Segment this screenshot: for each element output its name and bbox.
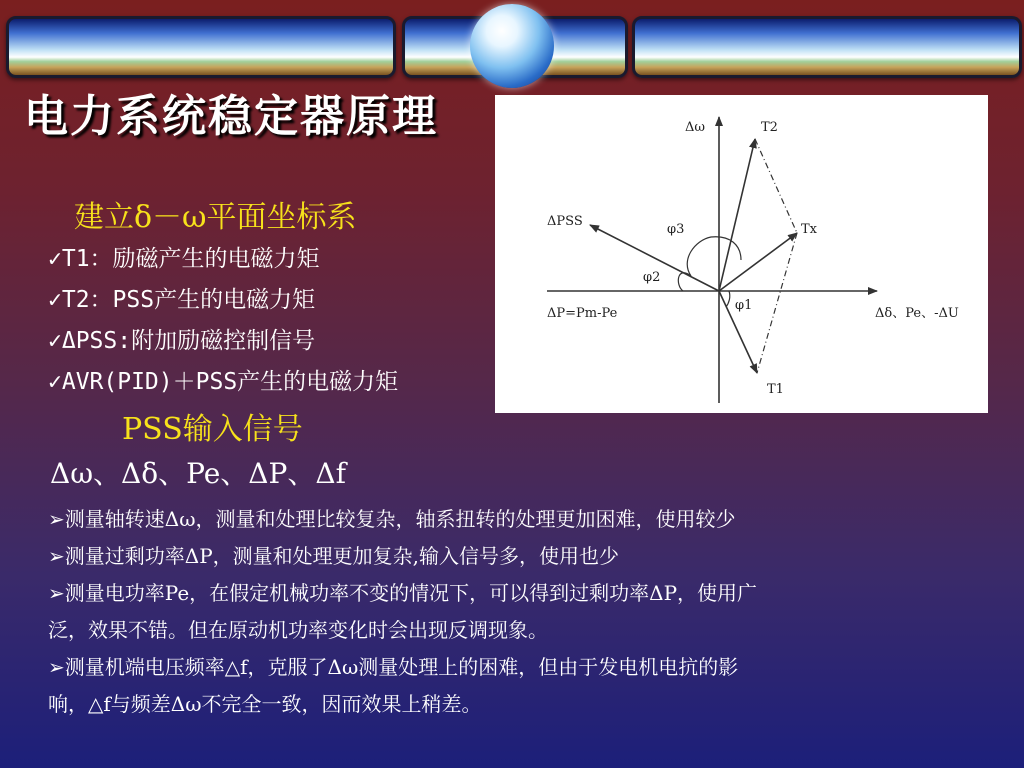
phasor-diagram — [495, 95, 988, 413]
label-dp: ΔP=Pm-Pe — [547, 306, 618, 321]
check-item-dpss: ✓ΔPSS:附加励磁控制信号 — [48, 328, 316, 354]
paragraph-line: ➢测量过剩功率ΔP，测量和处理更加复杂,输入信号多，使用也少 — [48, 544, 620, 568]
paragraph-line: ➢测量电功率Pe，在假定机械功率不变的情况下，可以得到过剩功率ΔP，使用广 — [48, 581, 758, 605]
label-t1: T1 — [767, 382, 784, 397]
label-phi1: φ1 — [735, 298, 753, 313]
header-banner-right — [632, 16, 1022, 78]
check-item-t2: ✓T2：PSS产生的电磁力矩 — [48, 287, 316, 313]
label-phi3: φ3 — [667, 222, 685, 237]
dashed-t2-tx — [755, 139, 797, 233]
globe-icon — [470, 4, 554, 88]
paragraph-line: 响，△f与频差Δω不完全一致，因而效果上稍差。 — [48, 692, 482, 716]
label-tx: Tx — [801, 222, 818, 237]
arc-phi3 — [687, 237, 741, 276]
paragraph-line: 泛，效果不错。但在原动机功率变化时会出现反调现象。 — [48, 618, 548, 642]
paragraph-line: ➢测量轴转速Δω，测量和处理比较复杂，轴系扭转的处理更加困难，使用较少 — [48, 507, 736, 531]
arc-phi1 — [726, 291, 730, 307]
label-dpss: ΔPSS — [547, 214, 583, 229]
check-item-avr: ✓AVR(PID)＋PSS产生的电磁力矩 — [48, 369, 399, 395]
page-title: 电力系统稳定器原理 — [24, 91, 438, 142]
dashed-tx-t1 — [757, 233, 797, 373]
paragraph-line: ➢测量机端电压频率△f，克服了Δω测量处理上的困难，但由于发电机电抗的影 — [48, 655, 739, 679]
subtitle-pss-input: PSS输入信号 — [122, 412, 303, 447]
subtitle-coordinate-system: 建立δ－ω平面坐标系 — [74, 200, 357, 235]
check-item-t1: ✓T1：励磁产生的电磁力矩 — [48, 246, 320, 272]
label-t2: T2 — [761, 120, 778, 135]
label-dd: Δδ、Pe、-ΔU — [875, 306, 959, 321]
signal-list: Δω、Δδ、Pe、ΔP、Δf — [50, 457, 346, 490]
label-phi2: φ2 — [643, 270, 661, 285]
header-banner-left — [6, 16, 396, 78]
label-dw: Δω — [685, 120, 705, 135]
